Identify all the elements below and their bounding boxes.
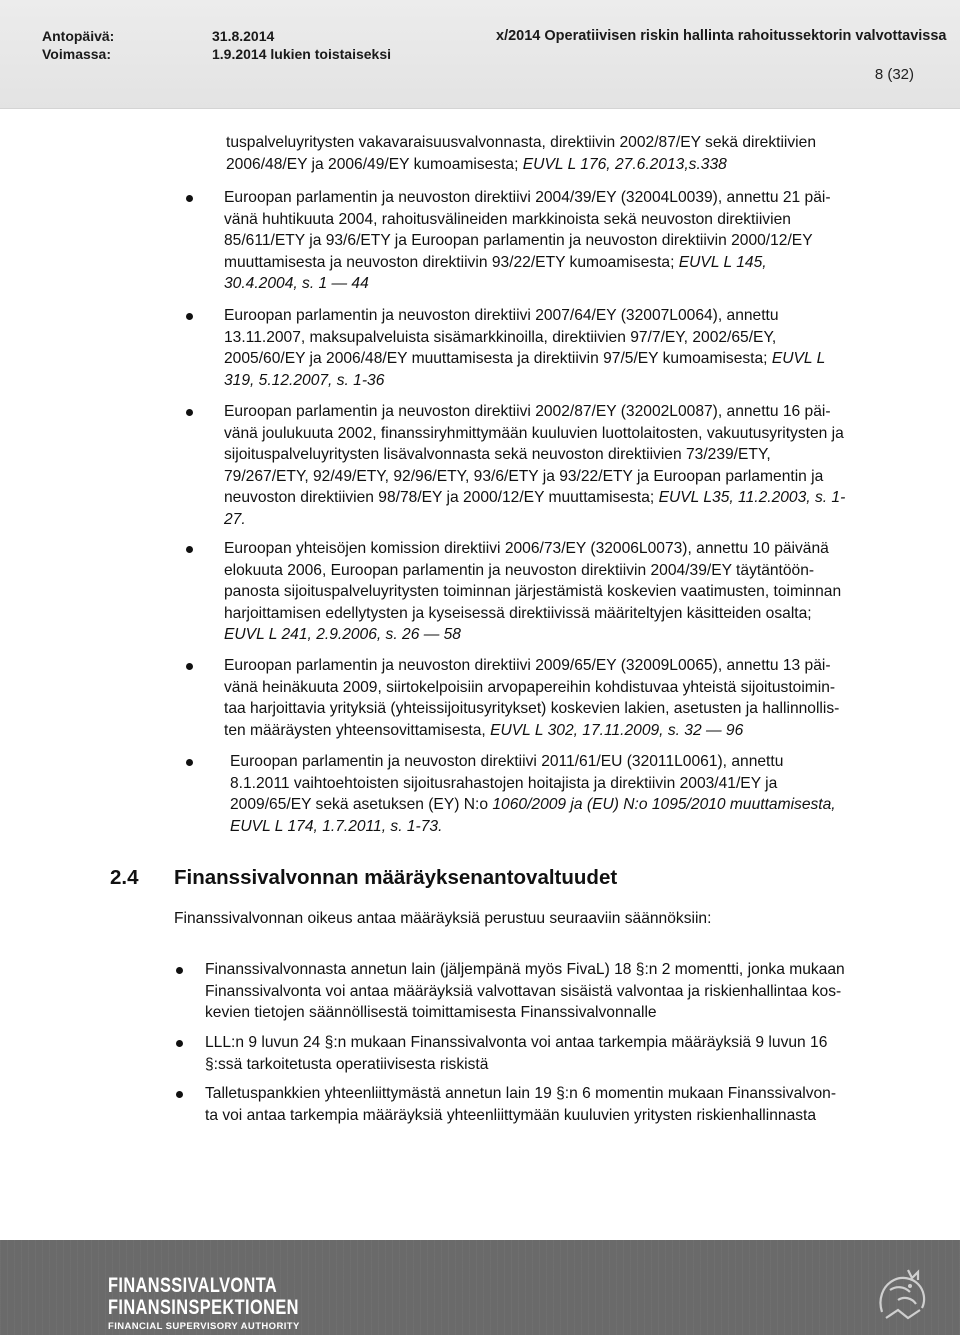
list-item-line: ta voi antaa tarkempia määräyksiä yhteenliittymään kuuluvien yritysten riskienhallinnasta <box>205 1106 817 1124</box>
list-item-line: 8.1.2011 vaihtoehtoisten sijoitusrahastojen hoitajista ja direktiivin 2003/41/EY ja <box>230 774 778 792</box>
logo-text-sv: FINANSINSPEKTIONEN <box>108 1296 299 1319</box>
list-item-line: Finanssivalvonta voi antaa määräyksiä valvottavan sisäistä valvontaa ja riskienhallintaa kos- <box>205 982 842 1000</box>
intro-line-2: 2006/48/EY ja 2006/49/EY kumoamisesta; EUVL L 176, 27.6.2013,s.338 <box>226 155 727 173</box>
document-title: x/2014 Operatiivisen riskin hallinta rahoitussektorin valvottavissa <box>496 28 947 44</box>
list-item-line: §:ssä tarkoitetusta operatiivisesta riskistä <box>205 1055 489 1073</box>
directive-list-item <box>224 401 845 530</box>
authority-list-item <box>205 1032 827 1075</box>
list-item-line: EUVL L 174, 1.7.2011, s. 1-73. <box>230 817 443 835</box>
list-item-line: 79/267/ETY, 92/49/ETY, 92/96/ETY, 93/6/ETY ja 93/22/ETY ja Euroopan parlamentin ja <box>224 467 824 485</box>
list-item-line: vänä heinäkuuta 2009, siirtokelpoisiin arvopapereihin kohdistuvaa yhteistä sijoitustoimin- <box>224 678 836 696</box>
directive-list-item <box>224 305 825 391</box>
list-item-line: Finanssivalvonnasta annetun lain (jäljempänä myös FivaL) 18 §:n 2 momentti, jonka mukaan <box>205 961 845 978</box>
list-item-line: 319, 5.12.2007, s. 1-36 <box>224 371 385 389</box>
list-item-line: vänä huhtikuuta 2004, rahoitusvälineiden markkinoista sekä neuvoston direktiivien <box>224 210 791 228</box>
intro-paragraph <box>226 132 816 175</box>
list-item-line: Euroopan parlamentin ja neuvoston direktiivi 2009/65/EY (32009L0065), annettu 13 päi- <box>224 657 831 674</box>
list-item-line: harjoittamisen edellytysten ja kyseisessä direktiivissä määriteltyjen käsitteiden osalta; <box>224 604 812 622</box>
directive-list-item <box>224 187 831 295</box>
directive-list-item <box>230 751 836 837</box>
list-item-line: Talletuspankkien yhteenliittymästä annetun lain 19 §:n 6 momentin mukaan Finanssivalvon- <box>205 1085 837 1102</box>
bullet-icon <box>176 967 183 974</box>
list-item-line: taa harjoittavia yrityksiä (yhteissijoitusyritykset) koskevien lakien, asetusten ja hallinnollis- <box>224 700 840 717</box>
list-item-line: sijoituspalveluyritysten lisävalvonnasta sekä neuvoston direktiivien 73/239/ETY, <box>224 446 771 463</box>
list-item-line: Euroopan parlamentin ja neuvoston direktiivi 2007/64/EY (32007L0064), annettu <box>224 307 779 324</box>
directive-list-item <box>224 655 839 741</box>
list-item-line: vänä joulukuuta 2002, finanssiryhmittymään kuuluvien luottolaitosten, vakuutusyritysten ja <box>224 424 844 442</box>
list-item-line: Euroopan parlamentin ja neuvoston direktiivi 2004/39/EY (32004L0039), annettu 21 päi- <box>224 189 831 206</box>
page-footer <box>0 1240 960 1335</box>
page-number: 8 (32) <box>874 66 914 83</box>
bullet-icon <box>186 313 193 320</box>
list-item-line: 2009/65/EY sekä asetuksen (EY) N:o 1060/2009 ja (EU) N:o 1095/2010 muuttamisesta, <box>230 796 836 813</box>
bullet-icon <box>186 546 193 553</box>
list-item-line: Euroopan parlamentin ja neuvoston direktiivi 2002/87/EY (32002L0087), annettu 16 päi- <box>224 403 831 420</box>
antopaiva-label: Antopäivä: <box>42 28 115 44</box>
bullet-icon <box>186 409 193 416</box>
bullet-icon <box>186 195 193 202</box>
list-item-line: kevien tietojen säännöllisestä toimittamisesta Finanssivalvonnalle <box>205 1004 657 1021</box>
section-number: 2.4 <box>110 866 139 889</box>
list-item-line: 13.11.2007, maksupalveluista sisämarkkinoilla, direktiivien 97/7/EY, 2002/65/EY, <box>224 328 777 346</box>
list-item-line: EUVL L 241, 2.9.2006, s. 26 — 58 <box>224 626 461 643</box>
voimassa-value: 1.9.2014 lukien toistaiseksi <box>212 46 391 62</box>
directive-list-item <box>224 538 841 646</box>
list-item-line: neuvoston direktiivien 98/78/EY ja 2000/12/EY muuttamisesta; EUVL L35, 11.2.2003, s. 1- <box>224 489 846 506</box>
antopaiva-value: 31.8.2014 <box>212 28 275 44</box>
logo-text-en: FINANCIAL SUPERVISORY AUTHORITY <box>108 1321 300 1332</box>
bullet-icon <box>186 663 193 670</box>
list-item-line: muuttamisesta ja neuvoston direktiivin 93/22/ETY kumoamisesta; EUVL L 145, <box>224 253 767 271</box>
bullet-icon <box>186 759 193 766</box>
page-header <box>0 0 960 109</box>
bullet-icon <box>176 1091 183 1098</box>
list-item-line: LLL:n 9 luvun 24 §:n mukaan Finanssivalvonta voi antaa tarkempia määräyksiä 9 luvun 16 <box>205 1034 828 1051</box>
list-item-line: Euroopan parlamentin ja neuvoston direktiivi 2011/61/EU (32011L0061), annettu <box>230 753 784 770</box>
lion-emblem-icon <box>868 1260 938 1330</box>
intro-line-1: tuspalveluyritysten vakavaraisuusvalvonnasta, direktiivin 2002/87/EY sekä direktiivien <box>226 134 816 151</box>
section-intro: Finanssivalvonnan oikeus antaa määräyksiä perustuu seuraaviin säännöksiin: <box>174 910 712 927</box>
list-item-line: elokuuta 2006, Euroopan parlamentin ja neuvoston direktiivin 2004/39/EY täytäntöön- <box>224 561 815 579</box>
bullet-icon <box>176 1040 183 1047</box>
list-item-line: 85/611/ETY ja 93/6/ETY ja Euroopan parlamentin ja neuvoston direktiivin 2000/12/EY <box>224 232 813 249</box>
section-title: Finanssivalvonnan määräyksenantovaltuudet <box>174 866 618 889</box>
authority-list-item <box>205 1083 836 1126</box>
list-item-line: panosta sijoituspalveluyritysten toiminnan järjestämistä koskevien vaatimusten, toiminnan <box>224 583 842 600</box>
list-item-line: Euroopan yhteisöjen komission direktiivi 2006/73/EY (32006L0073), annettu 10 päivänä <box>224 540 829 557</box>
list-item-line: ten määräysten yhteensovittamisesta, EUVL L 302, 17.11.2009, s. 32 — 96 <box>224 721 744 739</box>
voimassa-label: Voimassa: <box>42 46 111 62</box>
list-item-line: 2005/60/EY ja 2006/48/EY muuttamisesta ja direktiivin 97/5/EY kumoamisesta; EUVL L <box>224 350 826 367</box>
logo-text-fi: FINANSSIVALVONTA <box>108 1274 278 1297</box>
list-item-line: 30.4.2004, s. 1 — 44 <box>224 275 369 292</box>
authority-list-item <box>205 959 845 1024</box>
list-item-line: 27. <box>224 510 246 528</box>
